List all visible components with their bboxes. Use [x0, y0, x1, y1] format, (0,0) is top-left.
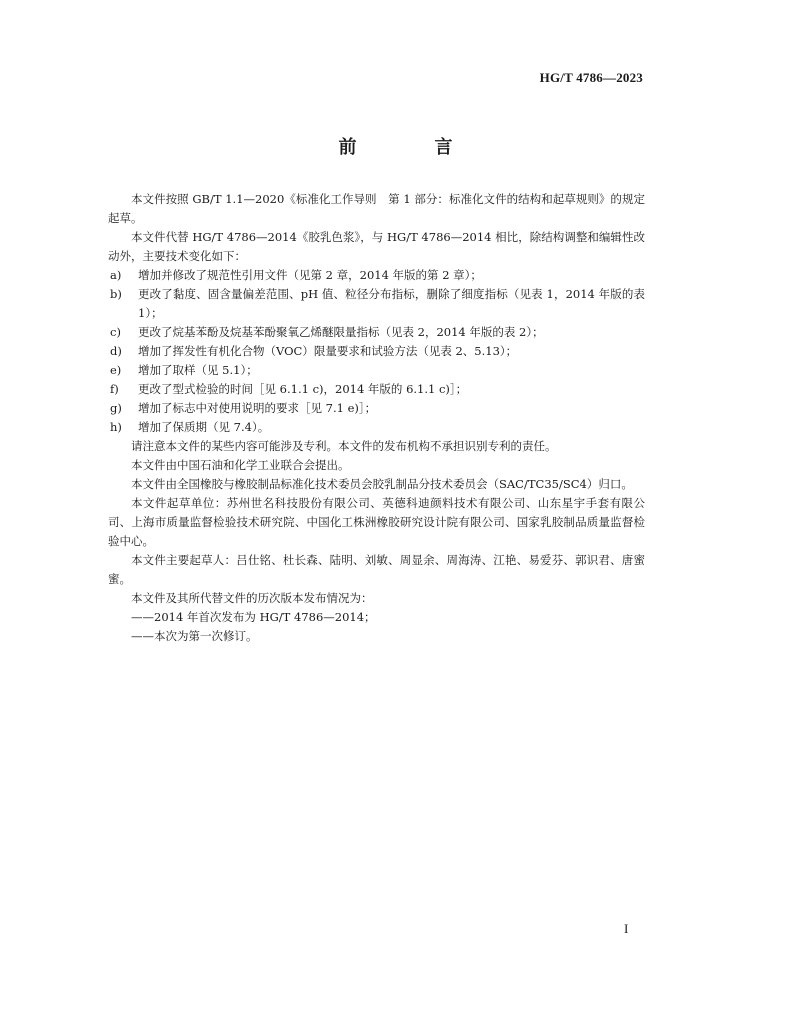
history-item: ——2014 年首次发布为 HG/T 4786—2014；: [131, 610, 376, 624]
change-item: [108, 399, 645, 418]
change-item-text: 增加并修改了规范性引用文件（见第 2 章，2014 年版的第 2 章）；: [138, 268, 482, 282]
change-item-label: h): [110, 420, 122, 434]
paragraph-history-intro: 本文件及其所代替文件的历次版本发布情况为：: [131, 591, 373, 605]
change-item: [108, 418, 645, 437]
change-item-text: 增加了挥发性有机化合物（VOC）限量要求和试验方法（见表 2、5.13）；: [138, 344, 518, 358]
change-item-label: g): [110, 401, 122, 415]
change-item-label: d): [110, 344, 122, 358]
paragraph-proposer: 本文件由中国石油和化学工业联合会提出。: [131, 458, 350, 472]
paragraph-committee: 本文件由全国橡胶与橡胶制品标准化技术委员会胶乳制品分技术委员会（SAC/TC35/SC4）归口。: [131, 477, 633, 491]
paragraph-drafting-units: 本文件起草单位：苏州世名科技股份有限公司、英德科迪颜料技术有限公司、山东星宇手套有限公司、上海市质量监督检验技术研究院、中国化工株洲橡胶研究设计院有限公司、国家乳胶制品质量监督检验中心。: [108, 496, 645, 548]
change-item: [108, 361, 645, 380]
change-item-label: c): [110, 325, 121, 339]
paragraph-patent-notice: 请注意本文件的某些内容可能涉及专利。本文件的发布机构不承担识别专利的责任。: [131, 439, 557, 453]
change-item: [108, 266, 645, 285]
paragraph-replacement: 本文件代替 HG/T 4786—2014《胶乳色浆》，与 HG/T 4786—2014 相比，除结构调整和编辑性改动外，主要技术变化如下：: [108, 230, 645, 263]
change-item-text: 增加了取样（见 5.1）；: [138, 363, 258, 377]
change-item-label: a): [110, 268, 122, 282]
change-item-label: e): [110, 363, 122, 377]
change-item-text: 增加了标志中对使用说明的要求［见 7.1 e)］；: [138, 401, 377, 415]
paragraph-drafters: 本文件主要起草人：吕仕铭、杜长森、陆明、刘敏、周显余、周海涛、江艳、易爱芬、郭识君、唐蜜蜜。: [108, 553, 645, 586]
change-item: [108, 323, 645, 342]
paragraph-drafting-rules: 本文件按照 GB/T 1.1—2020《标准化工作导则 第 1 部分：标准化文件的结构和起草规则》的规定起草。: [108, 192, 645, 225]
change-item: [108, 342, 645, 361]
change-item-text: 更改了型式检验的时间［见 6.1.1 c)，2014 年版的 6.1.1 c)］；: [138, 382, 468, 396]
change-item-text: 更改了烷基苯酚及烷基苯酚聚氧乙烯醚限量指标（见表 2，2014 年版的表 2）；: [138, 325, 544, 339]
page-title: 前 言: [338, 137, 483, 158]
change-item-label: f): [110, 382, 119, 396]
history-item: ——本次为第一次修订。: [131, 629, 258, 643]
page-number: I: [624, 921, 629, 936]
foreword-body: [108, 190, 645, 646]
changes-list: [108, 266, 645, 437]
change-item-text: 更改了黏度、固含量偏差范围、pH 值、粒径分布指标，删除了细度指标（见表 1，2014 年版的表 1）；: [138, 287, 645, 320]
change-item: [108, 285, 645, 323]
change-item: [108, 380, 645, 399]
change-item-text: 增加了保质期（见 7.4）。: [138, 420, 270, 434]
change-item-label: b): [110, 287, 122, 301]
standard-code: HG/T 4786—2023: [539, 70, 643, 85]
